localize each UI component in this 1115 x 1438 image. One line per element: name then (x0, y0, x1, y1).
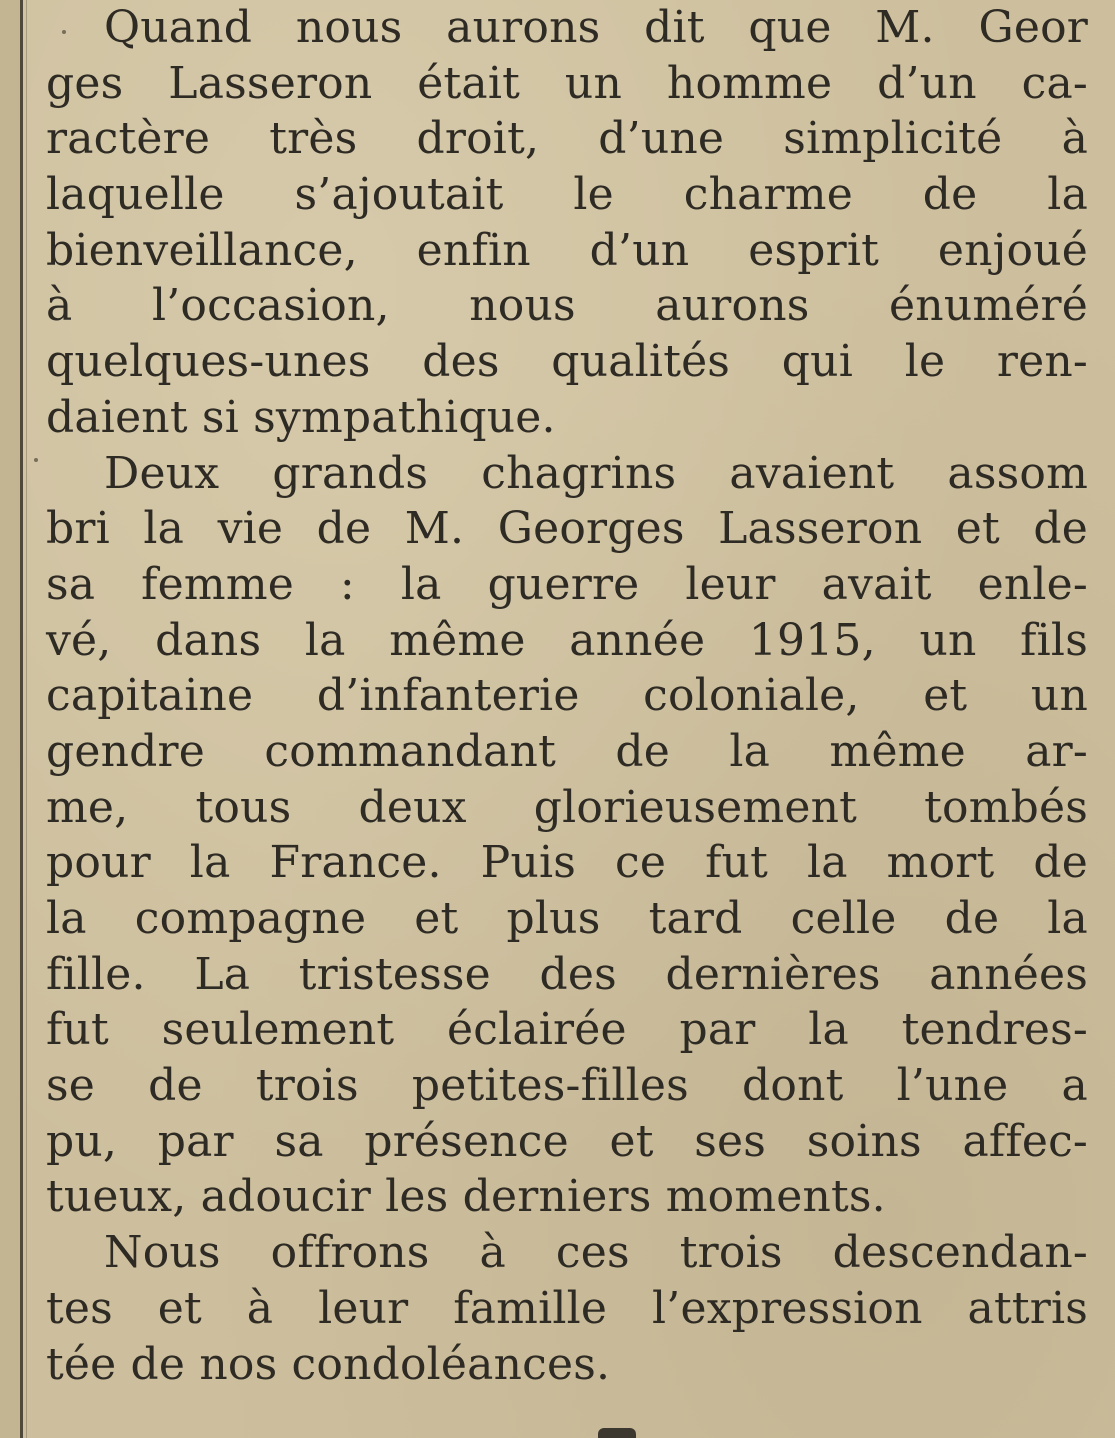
text-line: laquelle s’ajoutait le charme de la (46, 169, 1088, 221)
print-speck (34, 458, 38, 462)
text-line: ractère très droit, d’une simplicité à (46, 113, 1088, 165)
column-rule-shadow (26, 0, 27, 1438)
text-line: Nous offrons à ces trois descendan- (104, 1227, 1088, 1279)
text-line: daient si sympathique. (46, 391, 556, 443)
text-line: bienveillance, enfin d’un esprit enjoué (46, 224, 1088, 276)
text-line: Deux grands chagrins avaient assom (104, 447, 1088, 499)
text-line: tée de nos condoléances. (46, 1338, 611, 1390)
text-line: la compagne et plus tard celle de la (46, 893, 1088, 944)
text-line: pour la France. Puis ce fut la mort de (46, 837, 1088, 889)
text-line: fille. La tristesse des dernières années (46, 948, 1088, 1000)
paragraph-2 (46, 446, 1088, 1226)
paragraph-1 (46, 0, 1088, 446)
text-line: se de trois petites-filles dont l’une a (46, 1060, 1088, 1112)
column-rule (20, 0, 23, 1438)
adjacent-column-strip (0, 0, 20, 1438)
text-line: Quand nous aurons dit que M. Geor (104, 2, 1088, 53)
text-line: gendre commandant de la même ar- (46, 725, 1088, 777)
next-article-glyph-fragment (598, 1428, 636, 1438)
text-line: me, tous deux glorieusement tombés (46, 781, 1088, 833)
paragraph-3 (46, 1225, 1088, 1392)
text-line: tes et à leur famille l’expression attris (46, 1282, 1088, 1334)
text-line: à l’occasion, nous aurons énuméré (46, 280, 1088, 332)
text-line: vé, dans la même année 1915, un fils (46, 614, 1088, 666)
text-line: fut seulement éclairée par la tendres- (46, 1004, 1088, 1056)
text-line: ges Lasseron était un homme d’un ca- (46, 57, 1088, 109)
text-line: pu, par sa présence et ses soins affec- (46, 1115, 1088, 1167)
text-line: capitaine d’infanterie coloniale, et un (46, 670, 1088, 722)
obituary-article (46, 0, 1088, 1392)
text-line: quelques-unes des qualités qui le ren- (46, 336, 1088, 388)
text-line: bri la vie de M. Georges Lasseron et de (46, 503, 1088, 555)
text-line: sa femme : la guerre leur avait enle- (46, 558, 1088, 610)
text-line: tueux, adoucir les derniers moments. (46, 1171, 886, 1223)
print-speck (62, 30, 66, 34)
